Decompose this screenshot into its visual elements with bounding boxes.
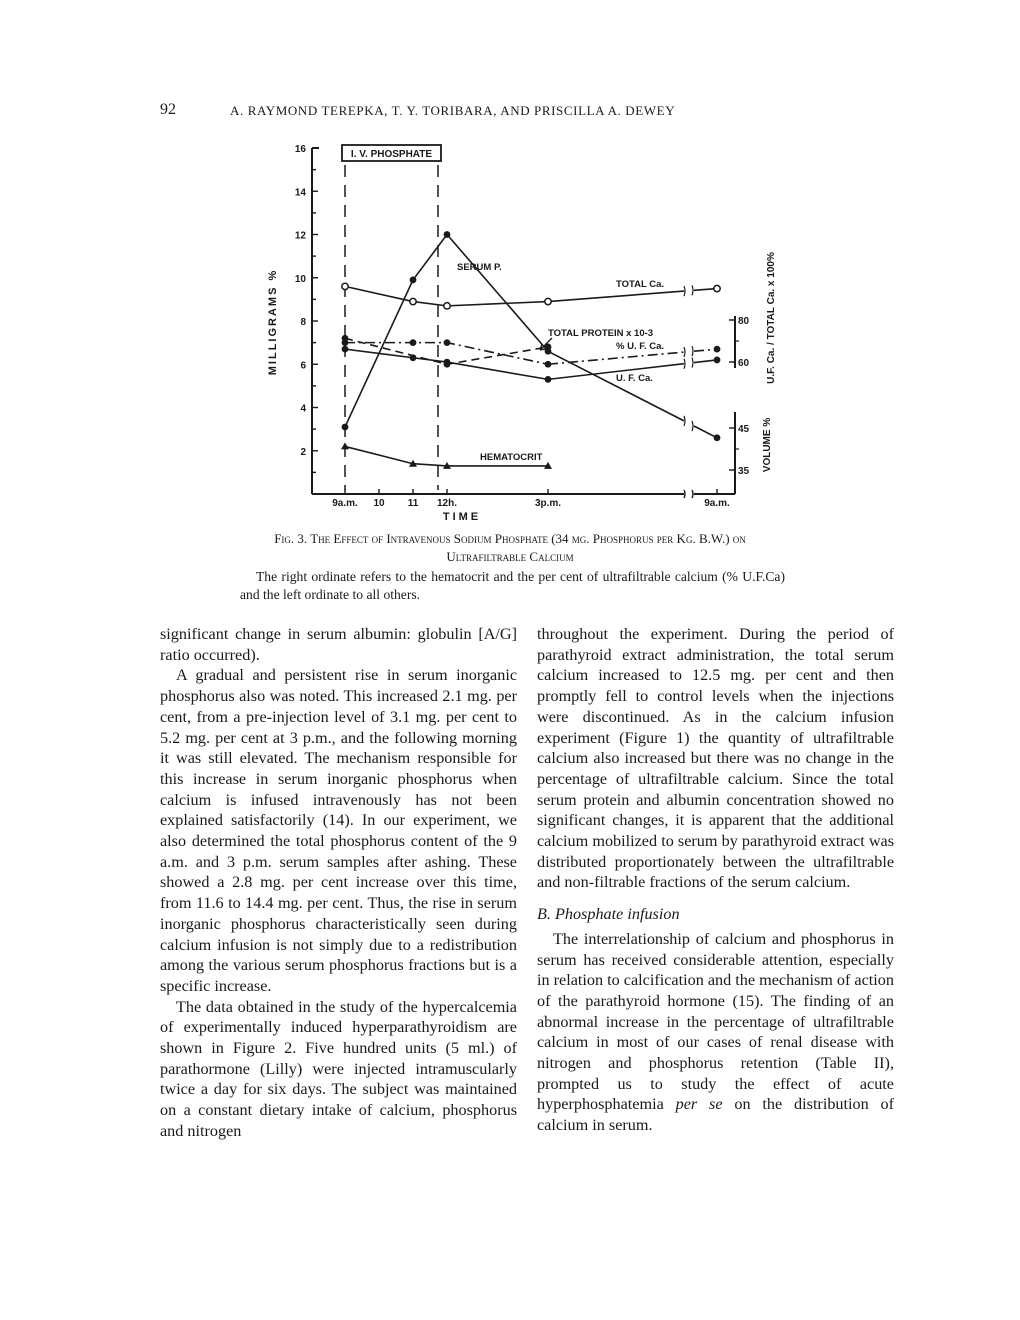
series--u-f-ca-point <box>714 346 721 353</box>
y-tick-label: 14 <box>294 187 306 199</box>
x-tick-label: 9a.m. <box>704 498 730 509</box>
paragraph: throughout the experiment. During the period of parathyroid extract administration, the total serum calcium increased to 12.5 mg. per cent and then promptly fell to control levels when the injections were discontinued. As in the calcium infusion experiment (Figure 1) the quantity of ultrafiltrable calcium also increased but there was no change in the percentage of ultrafiltrable calcium. Since the total serum protein and albumin concentration showed no significant changes, it is apparent that the additional calcium mobilized to serum by parathyroid extract was distributed proportionately between the ultrafiltrable and non-filtrable fractions of the serum calcium. <box>537 625 894 892</box>
series-label: TOTAL Ca. <box>616 279 665 290</box>
x-tick-label: 3p.m. <box>534 498 562 509</box>
series--u-f-ca-point <box>545 361 552 368</box>
series-label: U. F. Ca. <box>616 373 653 384</box>
y-tick-label: 6 <box>300 360 306 372</box>
y-tick-label: 4 <box>300 403 306 415</box>
y-tick-label: 16 <box>294 144 306 155</box>
series-serum-p-point <box>714 434 721 441</box>
series-break-icon <box>684 358 693 369</box>
series-u-f-ca-point <box>444 359 451 366</box>
paragraph-text: on the distribution of calcium in serum. <box>537 1095 895 1135</box>
x-axis-label: TIME <box>442 511 482 523</box>
y-tick-label: 2 <box>300 446 306 458</box>
series-u-f-ca-point <box>410 354 417 361</box>
right-tick-label: 45 <box>738 424 750 435</box>
right-tick-label: 60 <box>738 358 750 369</box>
y-axis-label: MILLIGRAMS % <box>267 268 279 376</box>
figure-caption-title: Fig. 3. The Effect of Intravenous Sodium Phosphate (34 mg. Phosphorus per Kg. B.W.) on Ultrafiltrable Calcium <box>274 531 746 564</box>
y-tick-label: 8 <box>300 317 306 328</box>
series--u-f-ca-point <box>342 339 349 346</box>
x-tick-label: 11 <box>407 498 419 509</box>
series-label: TOTAL PROTEIN x 10-3 <box>548 328 654 339</box>
left-column <box>160 624 517 1142</box>
series-label: SERUM P. <box>457 262 502 273</box>
series-break-icon <box>684 285 693 296</box>
series--u-f-ca-point <box>444 339 451 346</box>
series-serum-p-point <box>410 277 417 284</box>
x-tick-label: 12h. <box>436 498 458 509</box>
right-axis-label-volume: VOLUME % <box>762 417 773 473</box>
paragraph: The data obtained in the study of the hypercalcemia of experimentally induced hyperparathyroidism are shown in Figure 2. Five hundred units (5 ml.) of parathormone (Lilly) were injected intramuscularly twice a day for six days. The subject was maintained on a constant dietary intake of calcium, phosphorus and nitrogen <box>160 997 517 1140</box>
series-u-f-ca-point <box>342 346 349 353</box>
figure-caption-note: The right ordinate refers to the hematocrit and the per cent of ultrafiltrable calcium (% U.F.Ca) and the left ordinate to all others. <box>240 569 785 602</box>
page-number: 92 <box>160 101 176 118</box>
paragraph <box>537 929 894 1136</box>
series-break-icon <box>684 346 693 357</box>
figure-3-chart <box>0 0 1020 530</box>
series-u-f-ca-point <box>714 357 721 364</box>
series-total-ca-line <box>548 291 684 301</box>
series-label: % U. F. Ca. <box>616 341 665 352</box>
y-tick-label: 10 <box>294 273 306 285</box>
right-tick-label: 35 <box>738 466 750 477</box>
right-tick-label: 80 <box>738 316 750 327</box>
section-heading: B. Phosphate infusion <box>537 905 680 924</box>
series-total-ca-point <box>410 298 416 304</box>
paragraph: significant change in serum albumin: globulin [A/G] ratio occurred). <box>160 625 517 664</box>
series-serum-p-line <box>345 235 548 427</box>
series-serum-p-point <box>342 424 349 431</box>
series--u-f-ca-point <box>410 339 417 346</box>
axes <box>312 145 739 498</box>
series-hematocrit-point <box>341 442 349 449</box>
x-tick-label: 9a.m. <box>332 498 358 509</box>
series-label: HEMATOCRIT <box>480 452 543 463</box>
paragraph: A gradual and persistent rise in serum inorganic phosphorus also was noted. This increased 2.1 mg. per cent, from a pre-injection level of 3.1 mg. per cent to 5.2 mg. per cent at 3 p.m., and the following morning it was still elevated. The mechanism responsible for this increase in serum inorganic phosphorus when calcium is infused intravenously has not been explained satisfactorily (14). In our experiment, we also determined the total phosphorus content of the 9 a.m. and 3 p.m. serum samples after ashing. These showed a 2.8 mg. per cent increase over this time, from 11.6 to 14.4 mg. per cent. Thus, the rise in serum inorganic phosphorus characteristically seen during calcium infusion is not simply due to a redistribution among the various serum phosphorus fractions but is a specific increase. <box>160 666 517 995</box>
right-column <box>537 624 894 1136</box>
x-tick-label: 10 <box>373 498 385 509</box>
series--u-f-ca-line <box>694 349 717 351</box>
series-u-f-ca-line <box>694 360 717 363</box>
infusion-label: I. V. PHOSPHATE <box>350 149 433 160</box>
series-total-ca-point <box>545 298 551 304</box>
y-tick-label: 12 <box>294 230 306 242</box>
emphasis: per se <box>675 1095 723 1114</box>
right-axis-label-ufca: U.F. Ca. / TOTAL Ca. x 100% <box>766 252 777 384</box>
axis-break-icon <box>684 490 693 498</box>
running-head: A. RAYMOND TEREPKA, T. Y. TORIBARA, AND PRISCILLA A. DEWEY <box>230 103 676 118</box>
series-serum-p-point <box>444 231 451 238</box>
series--u-f-ca-line <box>548 352 684 364</box>
paragraph-text: The interrelationship of calcium and phosphorus in serum has received considerable attention, especially in relation to calcification and the mechanism of action of the parathyroid hormone (15). The finding of an abnormal increase in the percentage of ultrafiltrable calcium in most of our cases of renal disease with nitrogen and phosphorus retention (Table II), prompted us to study the effect of acute hyperphosphatemia <box>537 929 894 1114</box>
series-total-ca-point <box>444 303 450 309</box>
series-serum-p-line <box>694 426 717 438</box>
series-break-icon <box>684 416 693 431</box>
series-total-ca-point <box>714 285 720 291</box>
series-u-f-ca-point <box>545 376 552 383</box>
series-total-ca-point <box>342 283 348 289</box>
